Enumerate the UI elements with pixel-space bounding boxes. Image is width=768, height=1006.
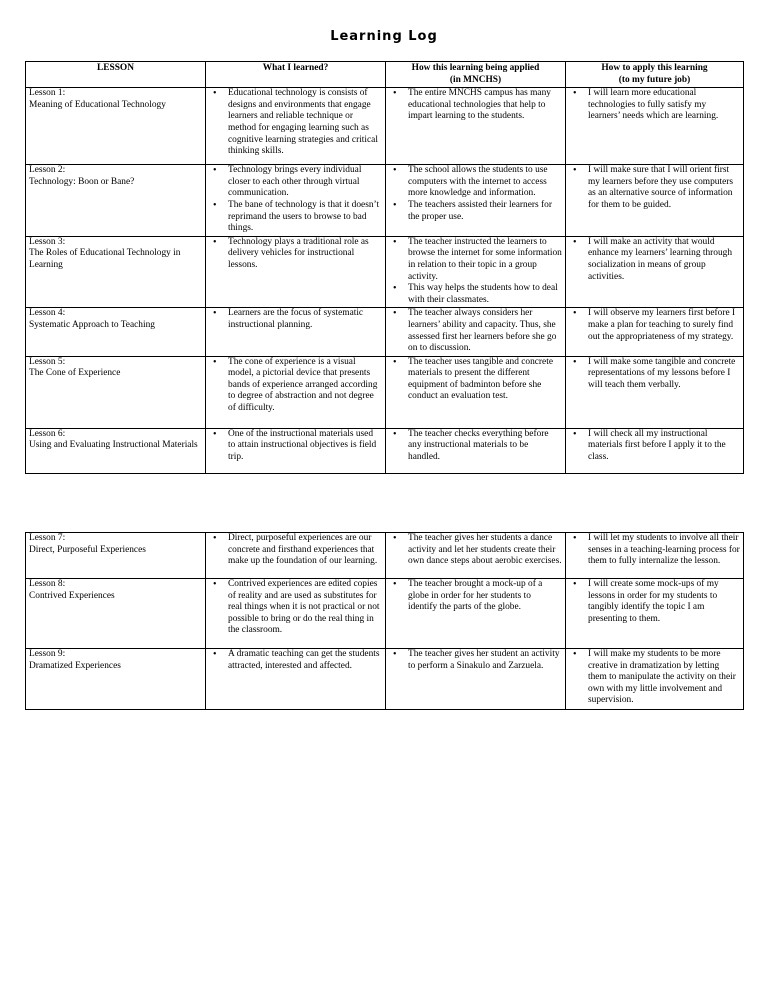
bullet-item: • The teacher brought a mock-up of a globe in order for her students to identify the parts of the globe.: [408, 579, 562, 614]
table-row: [26, 88, 744, 165]
lesson-number: Lesson 9:: [29, 649, 66, 659]
learned-list: [209, 429, 382, 464]
learned-cell: [206, 236, 386, 308]
learned-list: [209, 579, 382, 637]
future-list: [569, 533, 740, 568]
bullet-item: • The teachers assisted their learners for the proper use.: [408, 200, 562, 223]
lesson-name: Meaning of Educational Technology: [29, 99, 166, 110]
header-lesson-label: LESSON: [97, 63, 134, 73]
lesson-name: Dramatized Experiences: [29, 660, 121, 671]
future-list: [569, 165, 740, 211]
bullet-item: • The teacher instructed the learners to browse the internet for some information in relation to their topic in a group activity.: [408, 237, 562, 283]
bullet-item: • The bane of technology is that it doesn’t reprimand the users to browse to bad things.: [228, 200, 382, 235]
header-learned: [206, 62, 386, 88]
future-list: [569, 88, 740, 123]
lesson-number: Lesson 5:: [29, 356, 66, 367]
lesson-name: Direct, Purposeful Experiences: [29, 544, 146, 555]
learned-list: [209, 357, 382, 415]
future-list: [569, 579, 740, 625]
applied-cell: [386, 308, 566, 356]
lesson-number: Lesson 2:: [29, 165, 66, 176]
applied-list: [389, 579, 562, 614]
learning-log-table-2: [25, 532, 744, 710]
lesson-number: Lesson 6:: [29, 428, 66, 439]
learned-cell: [206, 533, 386, 579]
applied-cell: [386, 236, 566, 308]
bullet-item: • I will check all my instructional materials first before I apply it to the class.: [588, 429, 740, 464]
lesson-number: Lesson 4:: [29, 308, 66, 319]
applied-cell: [386, 533, 566, 579]
learned-cell: [206, 428, 386, 473]
applied-list: [389, 649, 562, 672]
future-cell: [566, 533, 744, 579]
bullet-item: • The school allows the students to use computers with the internet to access more knowledge and information.: [408, 165, 562, 200]
learning-log-table-1: [25, 61, 744, 474]
bullet-item: • Technology brings every individual closer to each other through virtual communication.: [228, 165, 382, 200]
future-cell: [566, 428, 744, 473]
future-cell: [566, 165, 744, 237]
bullet-item: • The entire MNCHS campus has many educational technologies that help to impart learning to the students.: [408, 88, 562, 123]
bullet-item: • Contrived experiences are edited copies of reality and are used as substitutes for real things when it is not practical or not possible to bring or do the real thing in the classroom.: [228, 579, 382, 637]
header-applied-line1: How this learning being applied: [411, 63, 540, 73]
bullet-item: • The teacher gives her students a dance activity and let her students create their own dance steps about aerobic exercises.: [408, 533, 562, 568]
learned-cell: [206, 356, 386, 428]
bullet-item: • The teacher gives her student an activity to perform a Sinakulo and Zarzuela.: [408, 649, 562, 672]
future-cell: [566, 649, 744, 710]
applied-list: [389, 237, 562, 307]
future-list: [569, 308, 740, 343]
lesson-cell: [26, 88, 206, 165]
table-row: [26, 236, 744, 308]
bullet-item: • One of the instructional materials used to attain instructional objectives is field trip.: [228, 429, 382, 464]
learned-cell: [206, 88, 386, 165]
table-row: [26, 165, 744, 237]
applied-list: [389, 533, 562, 568]
bullet-item: • Technology plays a traditional role as delivery vehicles for instructional lessons.: [228, 237, 382, 272]
lesson-name: Using and Evaluating Instructional Materials: [29, 440, 198, 451]
learned-cell: [206, 579, 386, 649]
header-future-line2: (to my future job): [618, 74, 691, 85]
future-cell: [566, 356, 744, 428]
table-row: [26, 533, 744, 579]
future-list: [569, 237, 740, 283]
bullet-item: • The cone of experience is a visual model, a pictorial device that presents bands of experience arranged according to degree of abstraction and not degree of difficulty.: [228, 357, 382, 415]
bullet-item: • I will learn more educational technologies to fully satisfy my learners’ needs which are learning.: [588, 88, 740, 123]
bullet-item: • I will make some tangible and concrete representations of my lessons before I will teach them verbally.: [588, 357, 740, 392]
bullet-item: • I will make an activity that would enhance my learners’ learning through socialization in means of group activities.: [588, 237, 740, 283]
applied-list: [389, 357, 562, 403]
future-cell: [566, 579, 744, 649]
applied-cell: [386, 579, 566, 649]
lesson-number: Lesson 7:: [29, 533, 66, 543]
table-row: [26, 428, 744, 473]
table-row: [26, 308, 744, 356]
bullet-item: • I will create some mock-ups of my lessons in order for my students to tangibly identify the topic I am presenting to them.: [588, 579, 740, 625]
bullet-item: • This way helps the students how to deal with their classmates.: [408, 283, 562, 306]
bullet-item: • Educational technology is consists of designs and environments that engage learners and reliable technique or method for engaging learning such as cognitive learning strategies and critical thinking skills.: [228, 88, 382, 158]
lesson-cell: [26, 428, 206, 473]
future-list: [569, 649, 740, 707]
header-applied: [386, 62, 566, 88]
table-row: [26, 579, 744, 649]
lesson-number: Lesson 3:: [29, 236, 66, 247]
header-lesson: [26, 62, 206, 88]
applied-cell: [386, 88, 566, 165]
lesson-cell: [26, 236, 206, 308]
future-cell: [566, 236, 744, 308]
lesson-cell: [26, 649, 206, 710]
header-learned-label: What I learned?: [262, 63, 329, 73]
bullet-item: • I will let my students to involve all their senses in a teaching-learning process for them to fully internalize the lesson.: [588, 533, 740, 568]
table-row: [26, 356, 744, 428]
bullet-item: • The teacher always considers her learners’ ability and capacity. Thus, she assessed first her learners before she go on to discussion.: [408, 308, 562, 354]
learned-list: [209, 165, 382, 235]
learned-cell: [206, 649, 386, 710]
page-title: Learning Log: [330, 29, 438, 44]
applied-list: [389, 429, 562, 464]
applied-list: [389, 88, 562, 123]
applied-cell: [386, 356, 566, 428]
future-list: [569, 429, 740, 464]
lesson-name: Contrived Experiences: [29, 590, 115, 601]
lesson-cell: [26, 308, 206, 356]
future-cell: [566, 308, 744, 356]
lesson-cell: [26, 533, 206, 579]
lesson-name: Technology: Boon or Bane?: [29, 176, 135, 187]
learned-cell: [206, 165, 386, 237]
header-row: [26, 62, 744, 88]
lesson-name: Systematic Approach to Teaching: [29, 319, 155, 330]
applied-list: [389, 165, 562, 223]
learned-list: [209, 533, 382, 568]
bullet-item: • I will observe my learners first before I make a plan for teaching to surely find out the appropriateness of my strategy.: [588, 308, 740, 343]
bullet-item: • The teacher checks everything before any instructional materials to be handled.: [408, 429, 562, 464]
lesson-number: Lesson 1:: [29, 88, 66, 99]
header-future-line1: How to apply this learning: [601, 63, 708, 73]
lesson-cell: [26, 579, 206, 649]
lesson-name: The Roles of Educational Technology in Learning: [29, 248, 181, 270]
learned-list: [209, 649, 382, 672]
applied-list: [389, 308, 562, 354]
bullet-item: • A dramatic teaching can get the students attracted, interested and affected.: [228, 649, 382, 672]
bullet-item: • The teacher uses tangible and concrete materials to present the different equipment of badminton before she conduct an evaluation test.: [408, 357, 562, 403]
bullet-item: • Direct, purposeful experiences are our concrete and firsthand experiences that make up the foundation of our learning.: [228, 533, 382, 568]
lesson-cell: [26, 165, 206, 237]
applied-cell: [386, 428, 566, 473]
bullet-item: • Learners are the focus of systematic instructional planning.: [228, 308, 382, 331]
future-cell: [566, 88, 744, 165]
lesson-cell: [26, 356, 206, 428]
bullet-item: • I will make sure that I will orient first my learners before they use computers as an alternative source of information for them to be guided.: [588, 165, 740, 211]
learned-list: [209, 308, 382, 331]
header-applied-line2: (in MNCHS): [449, 74, 502, 85]
bullet-item: • I will make my students to be more creative in dramatization by letting them to manipulate the activity on their own with my little involvement and supervision.: [588, 649, 740, 707]
lesson-number: Lesson 8:: [29, 579, 66, 589]
header-future: [566, 62, 744, 88]
learned-list: [209, 88, 382, 158]
learned-cell: [206, 308, 386, 356]
applied-cell: [386, 165, 566, 237]
future-list: [569, 357, 740, 392]
applied-cell: [386, 649, 566, 710]
learned-list: [209, 237, 382, 272]
lesson-name: The Cone of Experience: [29, 368, 121, 379]
table-row: [26, 649, 744, 710]
